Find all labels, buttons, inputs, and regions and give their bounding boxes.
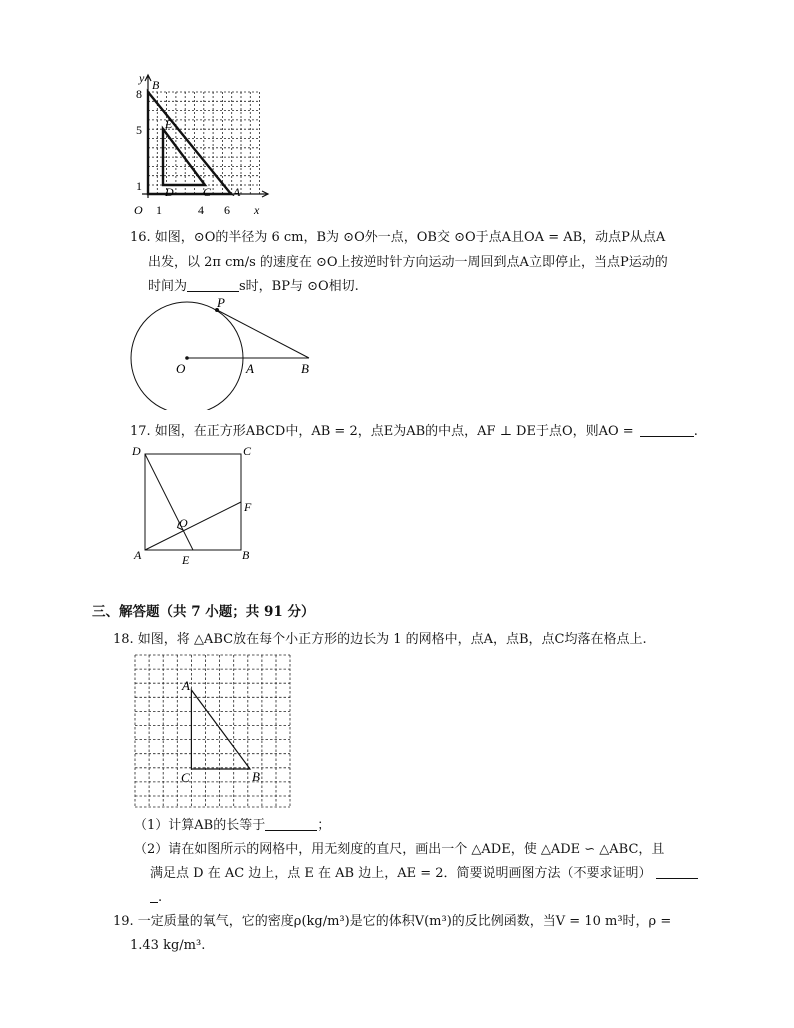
q18-sub1-end: ； — [317, 818, 331, 833]
q16-line3 — [148, 278, 359, 296]
q16-line1: 16. 如图，⊙O的半径为 6 cm，B为 ⊙O外一点，OB交 ⊙O于点A且OA = AB，动点P从点A — [130, 230, 666, 245]
point-label-O: O — [176, 361, 186, 376]
point-label-B: B — [252, 769, 260, 784]
q17-period: . — [693, 424, 698, 439]
q18-sub2-answer-blank[interactable] — [656, 865, 698, 879]
point-label-E: E — [165, 117, 173, 131]
point-label-B: B — [301, 361, 309, 376]
point-label-B: B — [242, 548, 250, 562]
axes — [142, 75, 268, 198]
q18-sub2-line2 — [150, 865, 698, 883]
triangles — [148, 92, 231, 194]
x-axis-label: x — [254, 203, 260, 217]
y-tick-8: 8 — [136, 87, 142, 101]
point-label-C: C — [181, 770, 190, 785]
grid-triangle-figure — [128, 70, 278, 220]
q18-sub1 — [134, 817, 330, 835]
q18-sub2-text: 满足点 D 在 AC 边上，点 E 在 AB 边上，AE = 2．简要说明画图方法（不要求证明） — [150, 866, 652, 881]
q19-line2: 1.43 kg/m³. — [130, 938, 206, 953]
y-axis-label: y — [139, 71, 145, 85]
x-tick-1: 1 — [156, 203, 162, 217]
q18-sub2-answer-blank-cont[interactable] — [150, 889, 158, 903]
q16-line3-post: s时，BP与 ⊙O相切. — [239, 279, 359, 294]
q18-dashed-grid — [135, 655, 290, 807]
point-label-B: B — [152, 78, 160, 92]
point-label-C: C — [243, 444, 252, 458]
q18-text: 18. 如图，将 △ABC放在每个小正方形的边长为 1 的网格中，点A，点B，点C均落在格点上. — [113, 632, 647, 647]
x-tick-6: 6 — [224, 203, 230, 217]
q18-sub1-text: （1）计算AB的长等于 — [134, 818, 266, 833]
dashed-grid — [148, 92, 260, 194]
q18-sub1-answer-blank[interactable] — [265, 817, 317, 831]
point-label-A: A — [246, 361, 254, 376]
point-label-P: P — [217, 295, 225, 310]
q16-line3-pre: 时间为 — [148, 279, 188, 294]
q18-sub2-end: . — [158, 890, 163, 905]
point-label-O: O — [179, 516, 188, 530]
circle-tangent-figure — [125, 295, 325, 410]
origin-label: O — [134, 203, 143, 217]
square-figure — [128, 442, 268, 570]
section-title: 三、解答题（共 7 小题；共 91 分） — [92, 604, 315, 620]
point-label-D: D — [132, 444, 141, 458]
point-label-D: D — [165, 185, 174, 199]
q18-sub2-line3 — [150, 889, 162, 907]
point-label-E: E — [182, 553, 190, 567]
point-label-A: A — [233, 185, 241, 199]
point-label-C: C — [203, 185, 212, 199]
x-tick-4: 4 — [198, 203, 204, 217]
point-label-A: A — [134, 548, 142, 562]
q18-grid-figure — [130, 650, 295, 812]
point-label-A: A — [182, 678, 190, 693]
y-tick-5: 5 — [136, 123, 142, 137]
q17-answer-blank[interactable] — [640, 423, 694, 437]
q17-question — [130, 423, 698, 441]
y-tick-1: 1 — [136, 179, 142, 193]
q17-text: 17. 如图，在正方形ABCD中，AB = 2，点E为AB的中点，AF ⊥ DE于点O，则AO = — [130, 424, 634, 439]
q19-line1: 19. 一定质量的氧气，它的密度ρ(kg/m³)是它的体积V(m³)的反比例函数，当V = 10 m³时，ρ = — [113, 914, 672, 929]
q18-sub2-line1: （2）请在如图所示的网格中，用无刻度的直尺，画出一个 △ADE，使 △ADE ∽ △ABC，且 — [134, 842, 665, 857]
q16-line2: 出发，以 2π cm/s 的速度在 ⊙O上按逆时针方向运动一周回到点A立即停止，当点P运动的 — [148, 255, 668, 270]
point-label-F: F — [244, 500, 252, 514]
q16-answer-blank[interactable] — [187, 278, 239, 292]
